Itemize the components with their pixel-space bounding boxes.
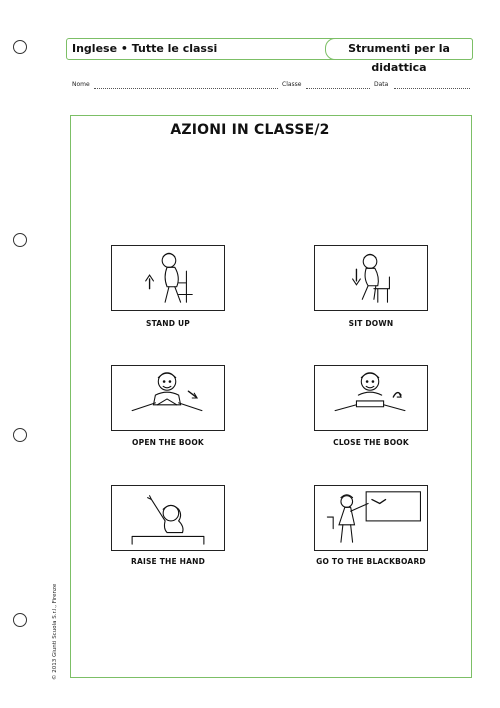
binder-hole-3 xyxy=(13,428,27,442)
child-at-blackboard-icon xyxy=(315,486,427,550)
caption-sit-down: SIT DOWN xyxy=(348,319,394,328)
child-opening-book-icon xyxy=(112,366,224,430)
subject-label: Inglese • Tutte le classi xyxy=(72,42,218,55)
caption-blackboard: GO TO THE BLACKBOARD xyxy=(316,557,426,566)
binder-hole-2 xyxy=(13,233,27,247)
date-line[interactable] xyxy=(394,88,470,89)
copyright-notice: © 2013 Giunti Scuola S.r.l., Firenze xyxy=(52,583,58,680)
name-label: Nome xyxy=(72,81,90,88)
caption-close-book: CLOSE THE BOOK xyxy=(333,438,409,447)
binder-hole-1 xyxy=(13,40,27,54)
child-sitting-down-icon xyxy=(315,246,427,310)
class-label: Classe xyxy=(282,81,302,88)
action-card-close-book xyxy=(314,365,428,431)
caption-open-book: OPEN THE BOOK xyxy=(132,438,204,447)
caption-stand-up: STAND UP xyxy=(145,319,191,328)
action-card-raise-hand xyxy=(111,485,225,551)
child-raising-hand-icon xyxy=(112,486,224,550)
class-line[interactable] xyxy=(306,88,370,89)
section-label: Strumenti per la didattica xyxy=(325,38,473,60)
caption-raise-hand: RAISE THE HAND xyxy=(130,557,206,566)
worksheet-title: AZIONI IN CLASSE/2 xyxy=(170,122,330,138)
action-card-stand-up xyxy=(111,245,225,311)
action-card-sit-down xyxy=(314,245,428,311)
name-line[interactable] xyxy=(94,88,278,89)
action-card-open-book xyxy=(111,365,225,431)
header-bar xyxy=(66,38,473,74)
child-standing-up-icon xyxy=(112,246,224,310)
action-card-blackboard xyxy=(314,485,428,551)
student-fields xyxy=(70,81,470,93)
binder-hole-4 xyxy=(13,613,27,627)
date-label: Data xyxy=(374,81,389,88)
child-closing-book-icon xyxy=(315,366,427,430)
